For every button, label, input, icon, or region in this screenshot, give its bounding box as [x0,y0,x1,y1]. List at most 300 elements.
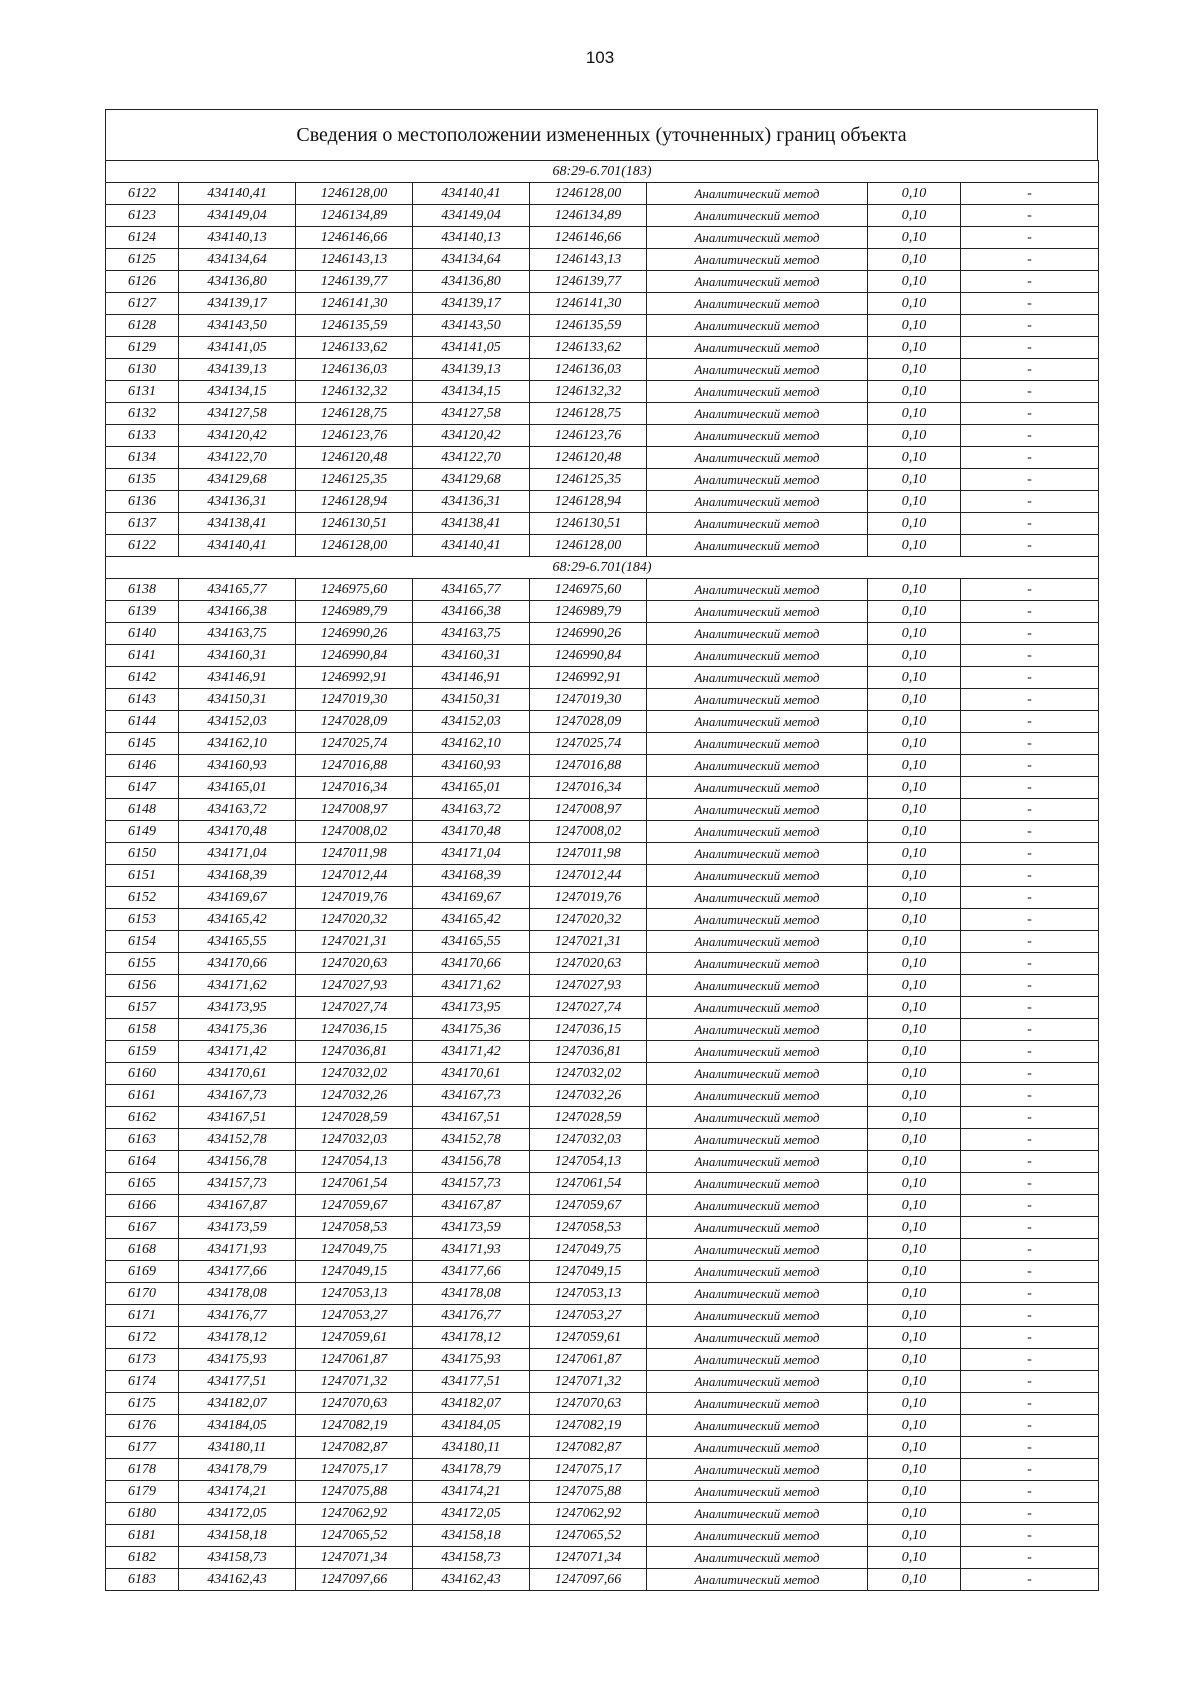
cell-description: - [961,1547,1099,1569]
cell-description: - [961,1063,1099,1085]
cell-y-old: 1246125,35 [296,469,413,491]
cell-y-old: 1246120,48 [296,447,413,469]
cell-accuracy: 0,10 [868,1151,961,1173]
cell-y-old: 1246143,13 [296,249,413,271]
table-row [106,953,1099,975]
cell-point-number: 6144 [106,711,179,733]
table-row [106,1063,1099,1085]
cell-y-new: 1246133,62 [530,337,647,359]
cell-method: Аналитический метод [647,1349,868,1371]
cell-y-old: 1247019,76 [296,887,413,909]
cell-y-old: 1247008,97 [296,799,413,821]
cell-point-number: 6122 [106,535,179,557]
cell-accuracy: 0,10 [868,689,961,711]
cell-accuracy: 0,10 [868,887,961,909]
cell-y-new: 1247032,02 [530,1063,647,1085]
cell-accuracy: 0,10 [868,1437,961,1459]
cell-method: Аналитический метод [647,601,868,623]
cell-x-old: 434182,07 [179,1393,296,1415]
cell-description: - [961,931,1099,953]
cell-description: - [961,469,1099,491]
cell-y-new: 1246123,76 [530,425,647,447]
cell-x-new: 434180,11 [413,1437,530,1459]
cell-point-number: 6155 [106,953,179,975]
cell-point-number: 6163 [106,1129,179,1151]
section-header-row [106,557,1099,579]
cell-accuracy: 0,10 [868,1107,961,1129]
cell-point-number: 6180 [106,1503,179,1525]
cell-accuracy: 0,10 [868,469,961,491]
cell-y-new: 1247058,53 [530,1217,647,1239]
cell-x-old: 434165,01 [179,777,296,799]
cell-method: Аналитический метод [647,953,868,975]
cell-description: - [961,271,1099,293]
cell-x-new: 434139,13 [413,359,530,381]
cell-method: Аналитический метод [647,689,868,711]
cell-y-new: 1247019,76 [530,887,647,909]
cell-point-number: 6145 [106,733,179,755]
cell-y-new: 1247032,03 [530,1129,647,1151]
cell-x-new: 434171,93 [413,1239,530,1261]
cell-x-old: 434167,73 [179,1085,296,1107]
cell-x-new: 434163,72 [413,799,530,821]
cell-x-new: 434158,73 [413,1547,530,1569]
cell-description: - [961,227,1099,249]
cell-point-number: 6124 [106,227,179,249]
cell-y-old: 1246139,77 [296,271,413,293]
cell-x-new: 434167,51 [413,1107,530,1129]
cell-point-number: 6137 [106,513,179,535]
cell-y-new: 1246128,00 [530,535,647,557]
cell-description: - [961,249,1099,271]
cell-x-old: 434165,77 [179,579,296,601]
cell-description: - [961,403,1099,425]
cell-method: Аналитический метод [647,1569,868,1591]
cell-accuracy: 0,10 [868,227,961,249]
cell-point-number: 6141 [106,645,179,667]
cell-accuracy: 0,10 [868,1063,961,1085]
cell-description: - [961,777,1099,799]
cell-point-number: 6136 [106,491,179,513]
cell-accuracy: 0,10 [868,1195,961,1217]
cell-point-number: 6151 [106,865,179,887]
cell-method: Аналитический метод [647,975,868,997]
cell-method: Аналитический метод [647,513,868,535]
cell-accuracy: 0,10 [868,1393,961,1415]
cell-description: - [961,579,1099,601]
cell-y-new: 1246975,60 [530,579,647,601]
cell-y-new: 1247053,13 [530,1283,647,1305]
cell-method: Аналитический метод [647,183,868,205]
cell-description: - [961,1349,1099,1371]
cell-description: - [961,1459,1099,1481]
table-row [106,1415,1099,1437]
cell-description: - [961,799,1099,821]
cell-method: Аналитический метод [647,887,868,909]
cell-x-new: 434165,77 [413,579,530,601]
cell-y-old: 1247053,13 [296,1283,413,1305]
table-row [106,601,1099,623]
table-row [106,1151,1099,1173]
cell-x-new: 434146,91 [413,667,530,689]
cell-y-old: 1247058,53 [296,1217,413,1239]
table-row [106,381,1099,403]
cell-y-new: 1246136,03 [530,359,647,381]
cell-accuracy: 0,10 [868,1217,961,1239]
cell-accuracy: 0,10 [868,1173,961,1195]
cell-x-old: 434174,21 [179,1481,296,1503]
cell-y-old: 1246128,94 [296,491,413,513]
cell-description: - [961,535,1099,557]
table-row [106,645,1099,667]
cell-method: Аналитический метод [647,1393,868,1415]
cell-x-new: 434134,15 [413,381,530,403]
section-cadastral-number: 68:29-6.701(183) [106,161,1099,183]
cell-method: Аналитический метод [647,337,868,359]
cell-description: - [961,205,1099,227]
cell-accuracy: 0,10 [868,1481,961,1503]
cell-description: - [961,381,1099,403]
cell-point-number: 6178 [106,1459,179,1481]
cell-accuracy: 0,10 [868,1283,961,1305]
table-row [106,777,1099,799]
cell-accuracy: 0,10 [868,843,961,865]
table-row [106,1305,1099,1327]
cell-accuracy: 0,10 [868,359,961,381]
cell-y-old: 1247020,32 [296,909,413,931]
cell-x-new: 434134,64 [413,249,530,271]
cell-x-new: 434120,42 [413,425,530,447]
cell-x-new: 434177,51 [413,1371,530,1393]
cell-description: - [961,1041,1099,1063]
cell-point-number: 6170 [106,1283,179,1305]
cell-description: - [961,601,1099,623]
cell-description: - [961,1437,1099,1459]
cell-point-number: 6181 [106,1525,179,1547]
cell-x-old: 434134,15 [179,381,296,403]
cell-y-old: 1246133,62 [296,337,413,359]
cell-point-number: 6135 [106,469,179,491]
cell-method: Аналитический метод [647,579,868,601]
cell-description: - [961,1415,1099,1437]
cell-x-new: 434178,79 [413,1459,530,1481]
cell-y-old: 1247082,19 [296,1415,413,1437]
cell-accuracy: 0,10 [868,1525,961,1547]
cell-point-number: 6149 [106,821,179,843]
cell-description: - [961,425,1099,447]
cell-x-old: 434165,55 [179,931,296,953]
cell-accuracy: 0,10 [868,293,961,315]
table-row [106,1503,1099,1525]
cell-accuracy: 0,10 [868,1129,961,1151]
cell-y-new: 1247016,88 [530,755,647,777]
cell-point-number: 6183 [106,1569,179,1591]
cell-method: Аналитический метод [647,271,868,293]
cell-accuracy: 0,10 [868,579,961,601]
table-row [106,799,1099,821]
cell-method: Аналитический метод [647,1041,868,1063]
cell-x-old: 434146,91 [179,667,296,689]
cell-method: Аналитический метод [647,381,868,403]
cell-y-new: 1247049,75 [530,1239,647,1261]
cell-y-new: 1247025,74 [530,733,647,755]
cell-description: - [961,513,1099,535]
cell-accuracy: 0,10 [868,183,961,205]
cell-x-new: 434169,67 [413,887,530,909]
table-row [106,227,1099,249]
cell-point-number: 6127 [106,293,179,315]
cell-y-old: 1247070,63 [296,1393,413,1415]
cell-method: Аналитический метод [647,1239,868,1261]
cell-y-new: 1247065,52 [530,1525,647,1547]
table-row [106,909,1099,931]
table-row [106,755,1099,777]
cell-description: - [961,909,1099,931]
cell-method: Аналитический метод [647,1415,868,1437]
cell-point-number: 6175 [106,1393,179,1415]
cell-method: Аналитический метод [647,1151,868,1173]
cell-y-old: 1246135,59 [296,315,413,337]
cell-accuracy: 0,10 [868,315,961,337]
cell-y-new: 1247071,34 [530,1547,647,1569]
cell-x-new: 434165,42 [413,909,530,931]
cell-x-new: 434170,66 [413,953,530,975]
cell-x-old: 434122,70 [179,447,296,469]
table-row [106,425,1099,447]
cell-accuracy: 0,10 [868,205,961,227]
cell-method: Аналитический метод [647,1503,868,1525]
cell-x-old: 434139,13 [179,359,296,381]
cell-x-new: 434182,07 [413,1393,530,1415]
cell-accuracy: 0,10 [868,1261,961,1283]
cell-method: Аналитический метод [647,1283,868,1305]
cell-description: - [961,1525,1099,1547]
cell-y-old: 1247059,67 [296,1195,413,1217]
cell-description: - [961,623,1099,645]
cell-y-old: 1247020,63 [296,953,413,975]
cell-method: Аналитический метод [647,1481,868,1503]
cell-point-number: 6171 [106,1305,179,1327]
table-row [106,359,1099,381]
cell-x-new: 434175,36 [413,1019,530,1041]
cell-point-number: 6153 [106,909,179,931]
cell-y-new: 1247075,17 [530,1459,647,1481]
table-row [106,1195,1099,1217]
cell-y-old: 1247021,31 [296,931,413,953]
cell-y-new: 1247036,15 [530,1019,647,1041]
cell-accuracy: 0,10 [868,1459,961,1481]
cell-method: Аналитический метод [647,711,868,733]
cell-method: Аналитический метод [647,447,868,469]
cell-y-old: 1247016,34 [296,777,413,799]
cell-description: - [961,711,1099,733]
cell-description: - [961,1569,1099,1591]
cell-method: Аналитический метод [647,1085,868,1107]
cell-x-new: 434150,31 [413,689,530,711]
cell-method: Аналитический метод [647,843,868,865]
cell-x-new: 434158,18 [413,1525,530,1547]
cell-x-old: 434176,77 [179,1305,296,1327]
cell-x-new: 434166,38 [413,601,530,623]
cell-y-new: 1247071,32 [530,1371,647,1393]
cell-accuracy: 0,10 [868,909,961,931]
cell-y-new: 1247032,26 [530,1085,647,1107]
cell-y-new: 1246143,13 [530,249,647,271]
cell-x-old: 434177,66 [179,1261,296,1283]
cell-y-new: 1247097,66 [530,1569,647,1591]
cell-x-old: 434177,51 [179,1371,296,1393]
cell-point-number: 6126 [106,271,179,293]
cell-point-number: 6160 [106,1063,179,1085]
table-title: Сведения о местоположении измененных (уточненных) границ объекта [105,109,1098,160]
cell-y-new: 1246128,94 [530,491,647,513]
cell-y-old: 1246128,00 [296,183,413,205]
cell-accuracy: 0,10 [868,1503,961,1525]
cell-x-old: 434160,93 [179,755,296,777]
table-row [106,1107,1099,1129]
cell-accuracy: 0,10 [868,1239,961,1261]
cell-x-new: 434176,77 [413,1305,530,1327]
table-row [106,1569,1099,1591]
cell-x-new: 434177,66 [413,1261,530,1283]
cell-y-new: 1246139,77 [530,271,647,293]
cell-y-old: 1247032,03 [296,1129,413,1151]
cell-method: Аналитический метод [647,667,868,689]
cell-x-old: 434158,18 [179,1525,296,1547]
cell-y-old: 1247075,88 [296,1481,413,1503]
cell-x-new: 434165,01 [413,777,530,799]
table-row [106,1261,1099,1283]
table-row [106,205,1099,227]
cell-x-new: 434178,12 [413,1327,530,1349]
cell-x-old: 434184,05 [179,1415,296,1437]
cell-y-new: 1247021,31 [530,931,647,953]
cell-y-new: 1246128,00 [530,183,647,205]
table-row [106,403,1099,425]
cell-x-new: 434170,61 [413,1063,530,1085]
cell-x-new: 434171,42 [413,1041,530,1063]
cell-x-old: 434141,05 [179,337,296,359]
cell-description: - [961,1481,1099,1503]
cell-y-old: 1247075,17 [296,1459,413,1481]
cell-description: - [961,975,1099,997]
cell-y-new: 1247036,81 [530,1041,647,1063]
cell-accuracy: 0,10 [868,623,961,645]
cell-y-old: 1246123,76 [296,425,413,447]
cell-y-new: 1246128,75 [530,403,647,425]
table-row [106,1481,1099,1503]
cell-accuracy: 0,10 [868,711,961,733]
cell-x-old: 434169,67 [179,887,296,909]
cell-point-number: 6167 [106,1217,179,1239]
cell-x-old: 434171,04 [179,843,296,865]
cell-y-old: 1247049,15 [296,1261,413,1283]
cell-x-new: 434149,04 [413,205,530,227]
cell-x-new: 434141,05 [413,337,530,359]
table-row [106,1349,1099,1371]
cell-method: Аналитический метод [647,315,868,337]
cell-x-new: 434140,41 [413,535,530,557]
table-row [106,1239,1099,1261]
cell-y-old: 1247027,93 [296,975,413,997]
cell-y-old: 1247062,92 [296,1503,413,1525]
table-row [106,293,1099,315]
cell-point-number: 6165 [106,1173,179,1195]
cell-x-old: 434160,31 [179,645,296,667]
cell-x-new: 434168,39 [413,865,530,887]
cell-y-new: 1246141,30 [530,293,647,315]
cell-x-old: 434158,73 [179,1547,296,1569]
cell-x-old: 434170,66 [179,953,296,975]
section-header-row [106,161,1099,183]
cell-method: Аналитический метод [647,777,868,799]
cell-x-old: 434171,93 [179,1239,296,1261]
cell-point-number: 6154 [106,931,179,953]
cell-y-old: 1247011,98 [296,843,413,865]
cell-y-old: 1246132,32 [296,381,413,403]
table-row [106,1283,1099,1305]
cell-description: - [961,337,1099,359]
cell-x-old: 434178,12 [179,1327,296,1349]
cell-point-number: 6146 [106,755,179,777]
cell-point-number: 6142 [106,667,179,689]
cell-accuracy: 0,10 [868,403,961,425]
cell-description: - [961,293,1099,315]
table-row [106,975,1099,997]
cell-method: Аналитический метод [647,931,868,953]
cell-x-new: 434122,70 [413,447,530,469]
cell-y-new: 1247049,15 [530,1261,647,1283]
cell-x-new: 434173,59 [413,1217,530,1239]
cell-y-new: 1247019,30 [530,689,647,711]
cell-method: Аналитический метод [647,1459,868,1481]
cell-x-old: 434163,75 [179,623,296,645]
cell-y-old: 1246128,00 [296,535,413,557]
cell-accuracy: 0,10 [868,645,961,667]
cell-point-number: 6131 [106,381,179,403]
cell-x-new: 434136,80 [413,271,530,293]
cell-y-old: 1247012,44 [296,865,413,887]
cell-description: - [961,1217,1099,1239]
cell-method: Аналитический метод [647,1525,868,1547]
cell-description: - [961,821,1099,843]
table-row [106,1459,1099,1481]
cell-description: - [961,689,1099,711]
cell-y-new: 1246134,89 [530,205,647,227]
cell-method: Аналитический метод [647,1063,868,1085]
cell-y-new: 1246992,91 [530,667,647,689]
cell-accuracy: 0,10 [868,1547,961,1569]
cell-description: - [961,1371,1099,1393]
table-row [106,1371,1099,1393]
table-row [106,1085,1099,1107]
cell-y-old: 1246136,03 [296,359,413,381]
cell-method: Аналитический метод [647,425,868,447]
cell-description: - [961,1393,1099,1415]
cell-accuracy: 0,10 [868,997,961,1019]
cell-x-old: 434173,95 [179,997,296,1019]
cell-x-old: 434175,93 [179,1349,296,1371]
cell-point-number: 6174 [106,1371,179,1393]
cell-y-new: 1247016,34 [530,777,647,799]
cell-y-old: 1247061,54 [296,1173,413,1195]
cell-method: Аналитический метод [647,1261,868,1283]
cell-x-new: 434140,41 [413,183,530,205]
cell-x-new: 434178,08 [413,1283,530,1305]
cell-x-old: 434178,79 [179,1459,296,1481]
table-row [106,733,1099,755]
cell-accuracy: 0,10 [868,865,961,887]
